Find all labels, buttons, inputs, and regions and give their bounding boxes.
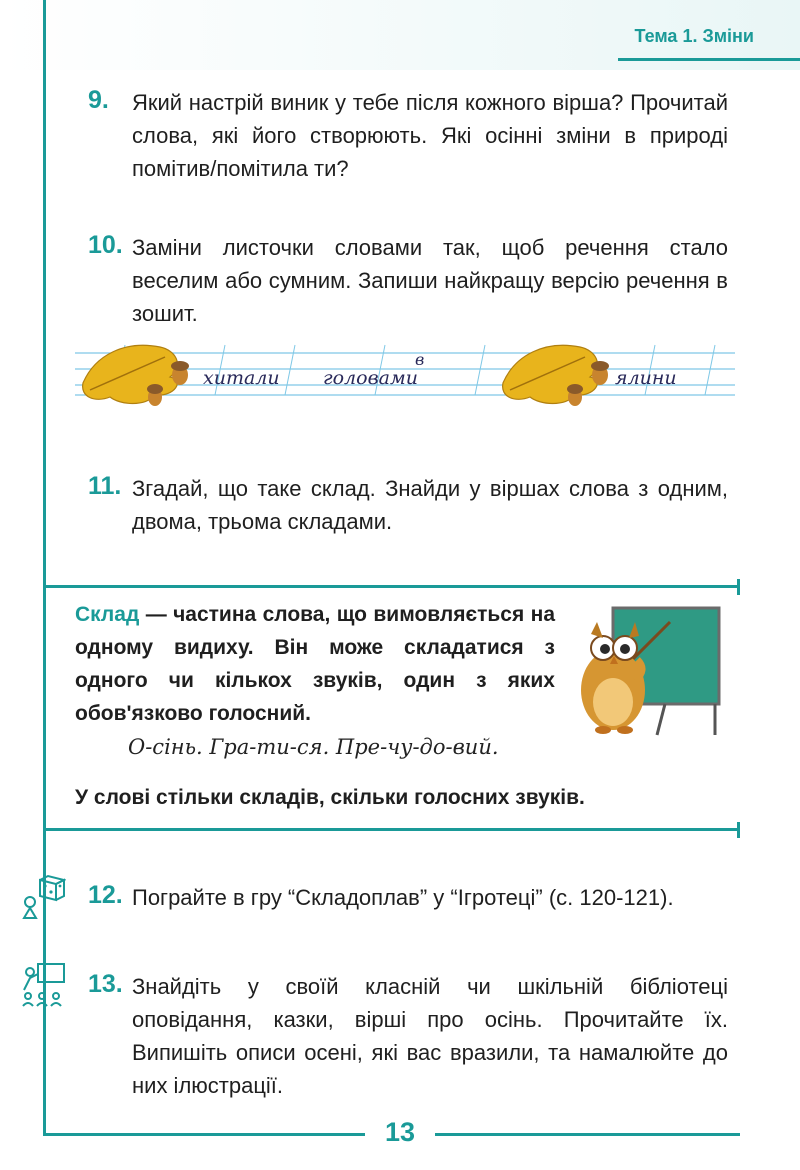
task-text: Який настрій виник у тебе після кожного вірша? Прочитай слова, які його створюють. Які осінні зміни в природі помітив/помітила ти? [132,90,728,181]
info-box-bottom-tick [737,822,740,838]
syllable-rule: У слові стільки складів, скільки голосних звуків. [75,786,585,809]
task-number: 12. [88,881,123,909]
info-box-top-tick [737,579,740,595]
handwritten-word-1: хитали [203,367,280,389]
handwritten-correction: в [415,350,425,369]
header-underline [618,58,800,61]
page-frame-bottom-right [435,1133,740,1136]
page-number: 13 [384,1117,416,1147]
task-number: 9. [88,86,109,114]
syllable-examples: О-сінь. Гра-ти-ся. Пре-чу-до-вий. [128,735,499,759]
info-box-top-rule [43,585,740,588]
task-number: 10. [88,231,123,259]
group-reading-icon [20,962,66,1008]
task-text: Знайдіть у своїй класній чи шкільній бібліотеці оповідання, казки, вірші про осінь. Прочитайте їх. Випишіть описи осені, які вас вразили, та намалюйте до них ілюстрації. [132,974,728,1098]
dice-game-icon [20,874,66,920]
task-text: Заміни листочки словами так, щоб речення стало веселим або сумним. Запиши найкращу версію речення в зошит. [132,235,728,326]
owl-teacher-illustration [575,600,725,740]
handwritten-word-2: головами [323,367,418,389]
page-frame-bottom-left [43,1133,365,1136]
task-number: 11. [88,472,122,500]
task-12 [88,881,728,914]
task-number: 13. [88,970,123,998]
task-text: Пограйте в гру “Складоплав” у “Ігротеці” (с. 120-121). [132,885,674,910]
topic-title: Тема 1. Зміни [634,26,754,46]
handwritten-word-3: ялини [615,367,677,389]
handwriting-exercise [75,335,735,415]
info-term: Склад [75,603,140,626]
oak-leaf-icon [83,345,189,406]
task-13 [88,970,728,1102]
task-text: Згадай, що таке склад. Знайди у віршах слова з одним, двома, трьома складами. [132,476,728,534]
info-definition-text: — частина слова, що вимовляється на одному видиху. Він може складатися з одного чи кількох звуків, один з яких обов'язково голосний. [75,603,555,725]
info-definition [75,598,555,730]
task-11 [88,472,728,538]
info-box-bottom-rule [43,828,740,831]
task-10 [88,231,728,330]
oak-leaf-icon [503,345,609,406]
task-9 [88,86,728,185]
